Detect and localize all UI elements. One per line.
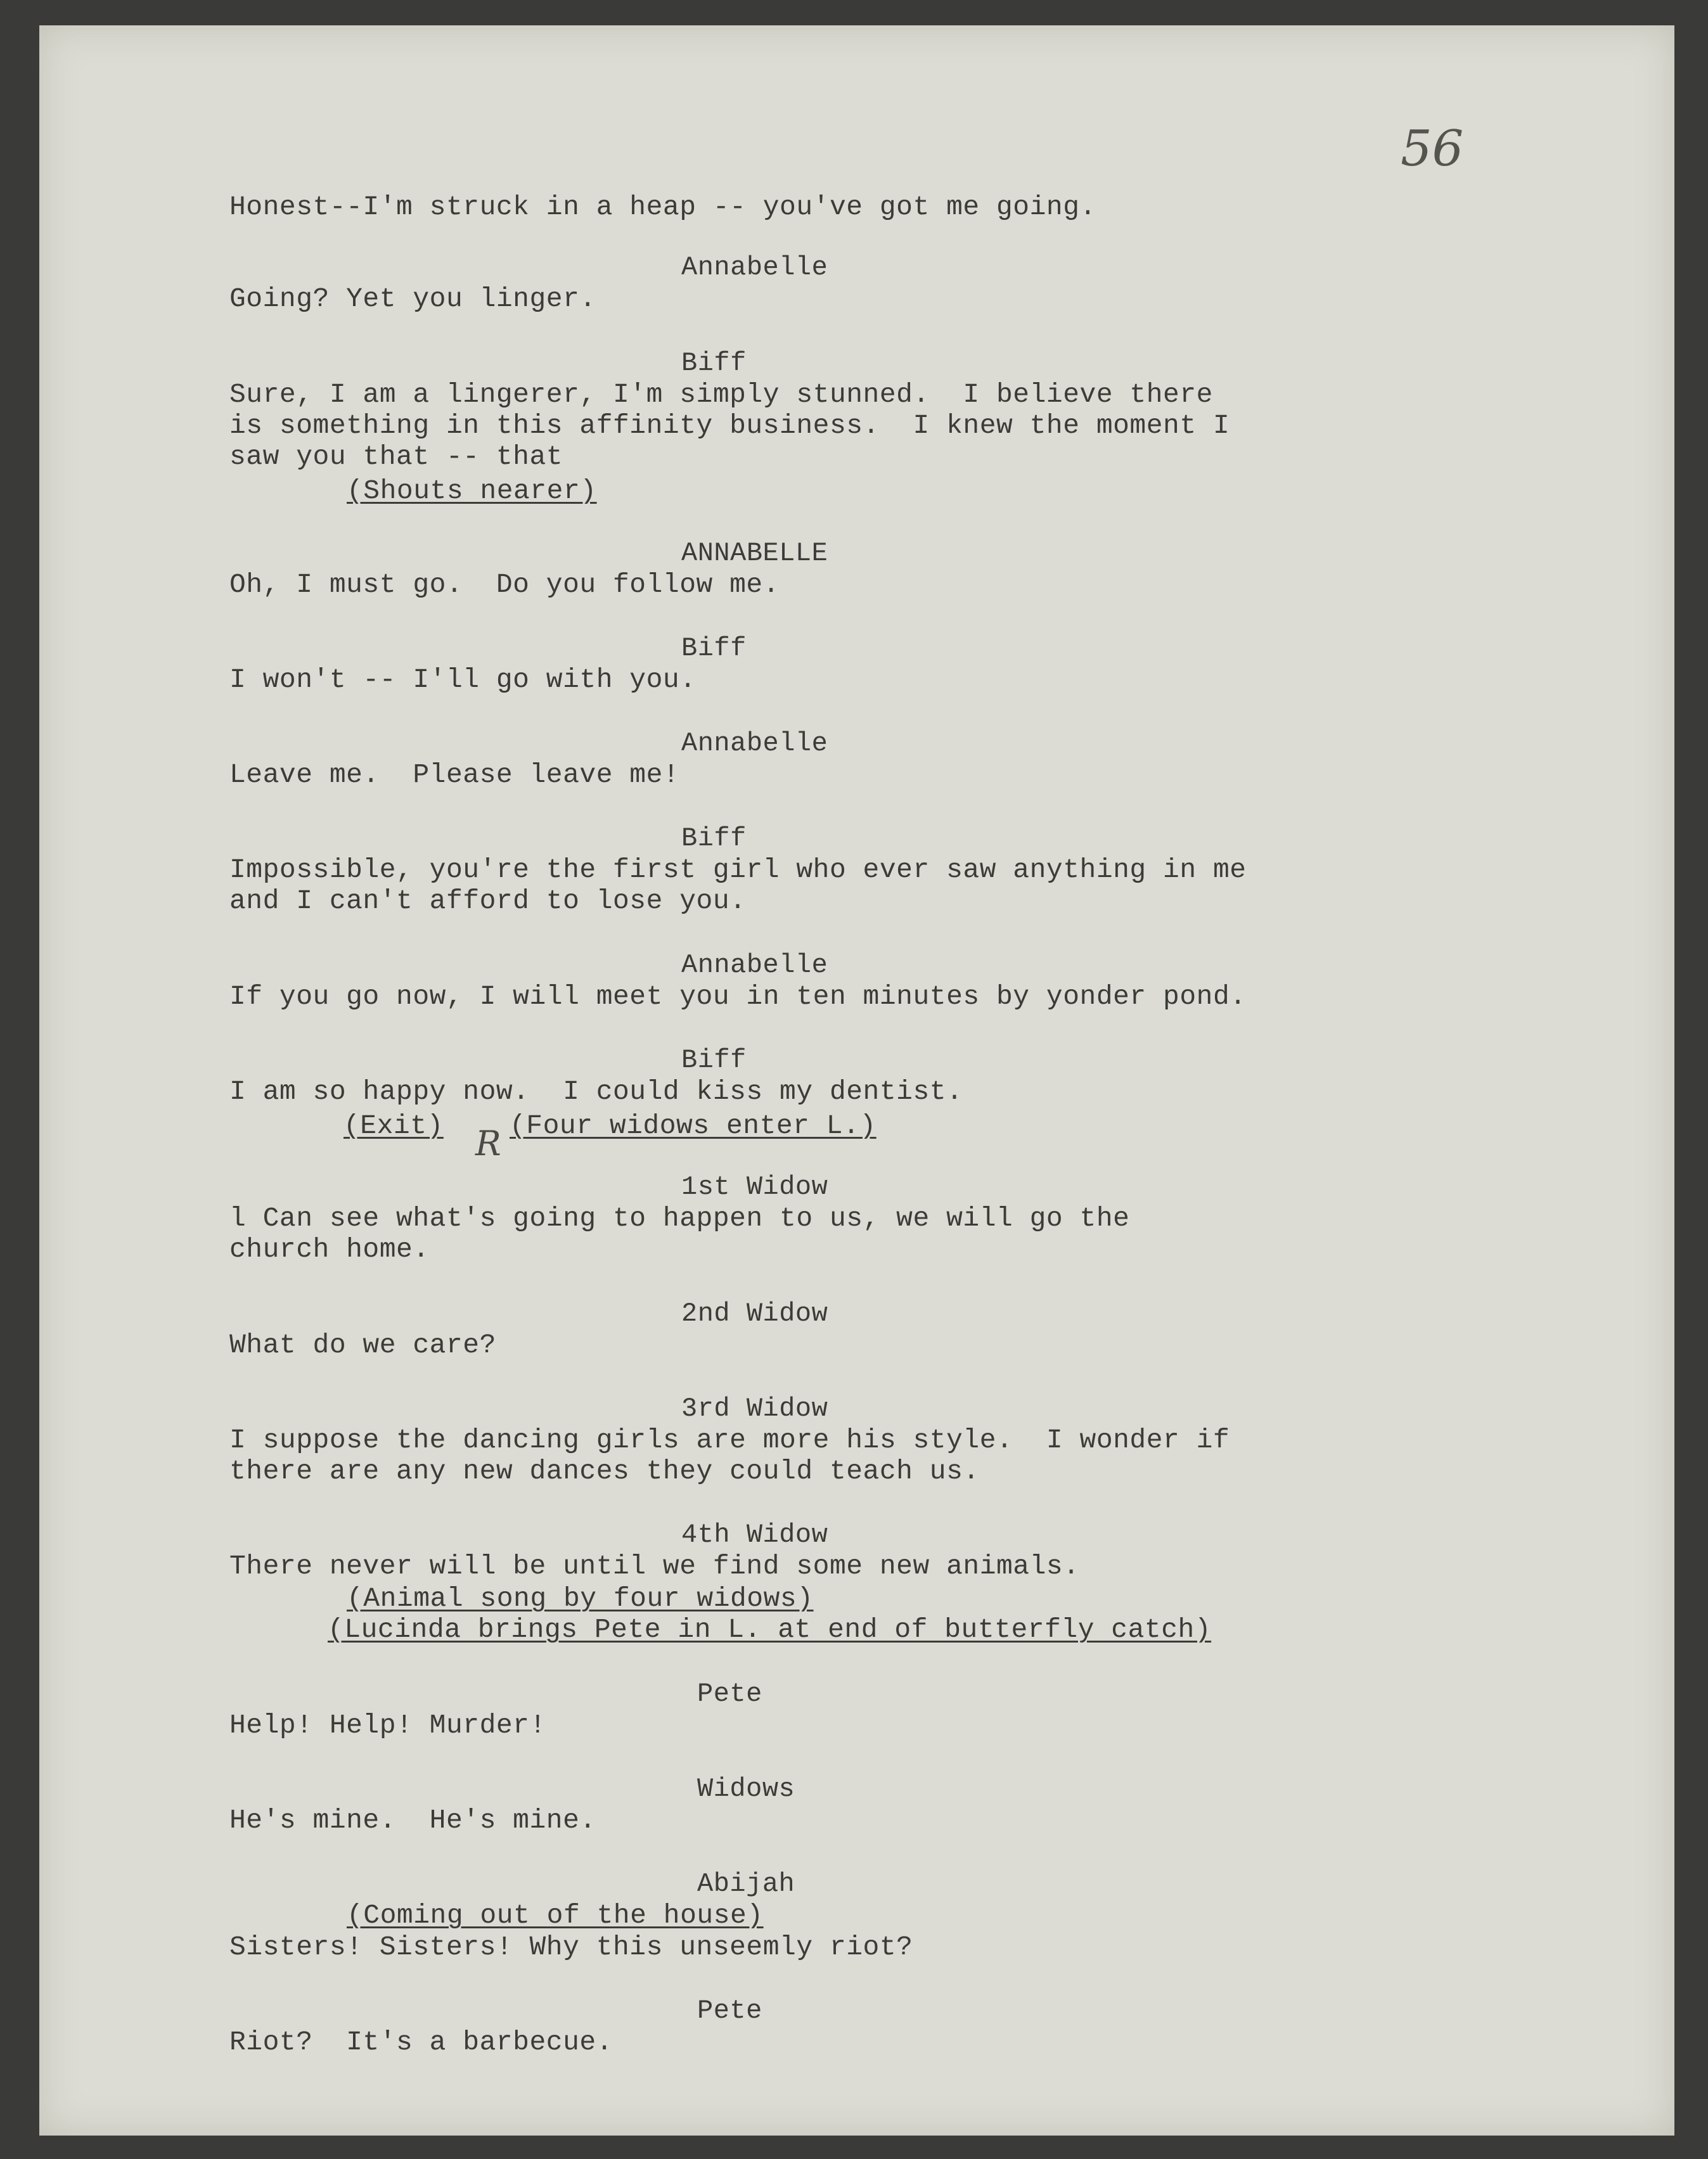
- dialogue-line: is something in this affinity business. I knew the moment I: [229, 410, 1230, 441]
- page-number: 56: [1401, 120, 1464, 177]
- stage-direction-text: (Exit): [344, 1110, 444, 1141]
- stage-direction: [347, 1583, 814, 1615]
- dialogue-line: Oh, I must go. Do you follow me.: [229, 569, 780, 600]
- handwritten-r-mark: R: [475, 1124, 501, 1163]
- speaker-name: ANNABELLE: [681, 538, 828, 568]
- speaker-name: Biff: [681, 633, 747, 663]
- stage-direction: [344, 1110, 444, 1142]
- dialogue-line: there are any new dances they could teach us.: [229, 1456, 980, 1487]
- speaker-name: Biff: [681, 823, 747, 854]
- stage-direction: [347, 475, 597, 507]
- dialogue-line: Sure, I am a lingerer, I'm simply stunned. I believe there: [229, 379, 1213, 410]
- speaker-name: Annabelle: [681, 950, 828, 980]
- stage-direction-text: (Four widows enter L.): [510, 1110, 876, 1141]
- dialogue-line: I am so happy now. I could kiss my dentist.: [229, 1076, 963, 1107]
- speaker-name: Annabelle: [681, 728, 828, 759]
- dialogue-line: What do we care?: [229, 1329, 496, 1361]
- stage-direction-text: (Animal song by four widows): [347, 1583, 814, 1614]
- speaker-name: Pete: [697, 1996, 762, 2026]
- dialogue-line: Help! Help! Murder!: [229, 1710, 546, 1741]
- speaker-name: Annabelle: [681, 252, 828, 283]
- dialogue-line: l Can see what's going to happen to us, we will go the: [229, 1203, 1130, 1234]
- dialogue-line: Sisters! Sisters! Why this unseemly riot?: [229, 1932, 913, 1963]
- speaker-name: Pete: [697, 1679, 762, 1709]
- stage-direction-text: (Lucinda brings Pete in L. at end of butterfly catch): [328, 1614, 1212, 1645]
- speaker-name: 2nd Widow: [681, 1298, 828, 1329]
- dialogue-line: He's mine. He's mine.: [229, 1805, 596, 1836]
- speaker-name: Widows: [697, 1774, 795, 1804]
- speaker-name: Abijah: [697, 1869, 795, 1899]
- dialogue-line: There never will be until we find some new animals.: [229, 1551, 1080, 1582]
- dialogue-line: Honest--I'm struck in a heap -- you've got me going.: [229, 191, 1096, 222]
- dialogue-line: church home.: [229, 1234, 430, 1265]
- dialogue-line: Impossible, you're the first girl who ever saw anything in me: [229, 854, 1247, 885]
- stage-direction-text: (Coming out of the house): [347, 1900, 764, 1931]
- dialogue-line: saw you that -- that: [229, 441, 563, 472]
- dialogue-line: I suppose the dancing girls are more his style. I wonder if: [229, 1425, 1230, 1456]
- stage-direction-text: (Shouts nearer): [347, 475, 597, 506]
- speaker-name: Biff: [681, 348, 747, 378]
- speaker-name: Biff: [681, 1045, 747, 1075]
- speaker-name: 3rd Widow: [681, 1393, 828, 1424]
- stage-direction: [510, 1110, 876, 1142]
- speaker-name: 4th Widow: [681, 1520, 828, 1550]
- dialogue-line: Leave me. Please leave me!: [229, 759, 680, 790]
- stage-direction: [328, 1614, 1211, 1646]
- speaker-name: 1st Widow: [681, 1172, 828, 1202]
- stage-direction: [347, 1900, 764, 1932]
- typescript-page: [39, 25, 1674, 2136]
- dialogue-line: Riot? It's a barbecue.: [229, 2027, 613, 2058]
- dialogue-line: and I can't afford to lose you.: [229, 885, 747, 916]
- dialogue-line: If you go now, I will meet you in ten minutes by yonder pond.: [229, 981, 1247, 1012]
- dialogue-line: Going? Yet you linger.: [229, 283, 596, 314]
- dialogue-line: I won't -- I'll go with you.: [229, 664, 697, 695]
